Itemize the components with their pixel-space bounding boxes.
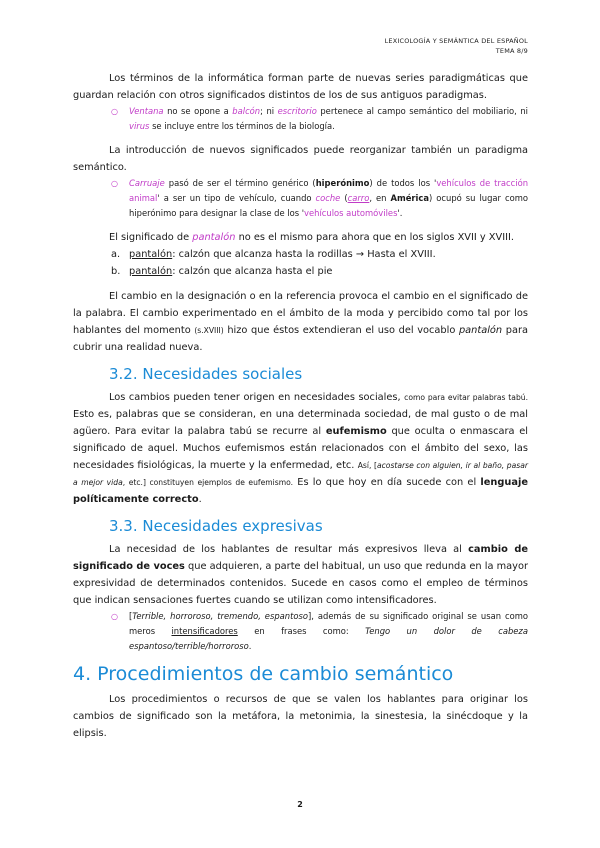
page-number: 2 (297, 800, 303, 809)
circle-bullet-icon: ○ (111, 179, 118, 188)
list-item: ○ Carruaje pasó de ser el término genérico (hiperónimo) de todos los 'vehículos de tracción animal' a ser un tipo de vehículo, cuando coche (carro, en América) ocupó su lugar como hiperónimo para designar la clase de los 'vehículos automóviles'. (111, 178, 529, 218)
list-item: a. pantalón: calzón que alcanza hasta la rodillas → Hasta el XVIII. (111, 249, 436, 260)
bullet-list-1 (73, 104, 528, 134)
lettered-list (73, 246, 528, 280)
list-item: b. pantalón: calzón que alcanza hasta el pie (111, 266, 333, 277)
section-heading-3-3: 3.3. Necesidades expresivas (109, 517, 323, 535)
paragraph-procedimientos: Los procedimientos o recursos de que se valen los hablantes para originar los cambios de significado son la metáfora, la metonimia, la sinestesia, la sinécdoque y la elipsis. (73, 694, 528, 739)
header-unit: TEMA 8/9 (495, 47, 528, 55)
paragraph-designacion: El cambio en la designación o en la referencia provoca el cambio en el significado de la palabra. El cambio experimentado en el ámbito de la moda y percibido como tal por los hablantes del momento (s.XVIII) hizo que éstos extendieran el uso del vocablo pantalón para cubrir una realidad nueva. (73, 291, 529, 353)
circle-bullet-icon: ○ (111, 612, 118, 621)
running-header (385, 36, 528, 56)
paragraph-informatica: Los términos de la informática forman parte de nuevas series paradigmáticas que guardan relación con otros significados distintos de los de sus antiguos paradigmas. (73, 73, 528, 101)
paragraph-necesidades-expresivas: La necesidad de los hablantes de resultar más expresivos lleva al cambio de significado de voces que adquieren, a parte del habitual, un uso que redunda en la mayor expresividad de determinados contenidos. Sucede en casos como el empleo de términos que indican sensaciones fuertes cuando se utilizan como intensificadores. (73, 544, 529, 606)
section-heading-4: 4. Procedimientos de cambio semántico (73, 663, 454, 685)
header-course: LEXICOLOGÍA Y SEMÁNTICA DEL ESPAÑOL (384, 37, 528, 45)
paragraph-necesidades-sociales: Los cambios pueden tener origen en necesidades sociales, como para evitar palabras tabú. Esto es, palabras que se consideran, en una determinada sociedad, de mal gusto o de mal agüero. Para evitar la palabra tabú se recurre al eufemismo que oculta o enmascara el significado de aquel. Muchos eufemismos están relacionados con el ámbito del sexo, las necesidades fisiológicas, la muerte y la enfermedad, etc. Así, [acostarse con alguien, ir al baño, pasar a mejor vida, etc.] constituyen ejemplos de eufemismo. Es lo que hoy en día sucede con el lenguaje políticamente correcto. (73, 392, 529, 505)
paragraph-reorganizar: La introducción de nuevos significados puede reorganizar también un paradigma semántico. (73, 145, 528, 173)
list-item: ○ Ventana no se opone a balcón; ni escritorio pertenece al campo semántico del mobiliario, ni virus se incluye entre los términos de la biología. (111, 106, 529, 131)
circle-bullet-icon: ○ (111, 107, 118, 116)
body-content (73, 70, 528, 742)
section-heading-3-2: 3.2. Necesidades sociales (109, 365, 303, 383)
paragraph-pantalon: El significado de pantalón no es el mismo para ahora que en los siglos XVII y XVIII. (109, 232, 514, 243)
bullet-list-3 (73, 609, 528, 654)
bullet-list-2 (73, 176, 528, 221)
list-item: ○ [Terrible, horroroso, tremendo, espantoso], además de su significado original se usan como meros intensificadores en frases como: Tengo un dolor de cabeza espantoso/terrible/horroroso. (111, 611, 528, 651)
